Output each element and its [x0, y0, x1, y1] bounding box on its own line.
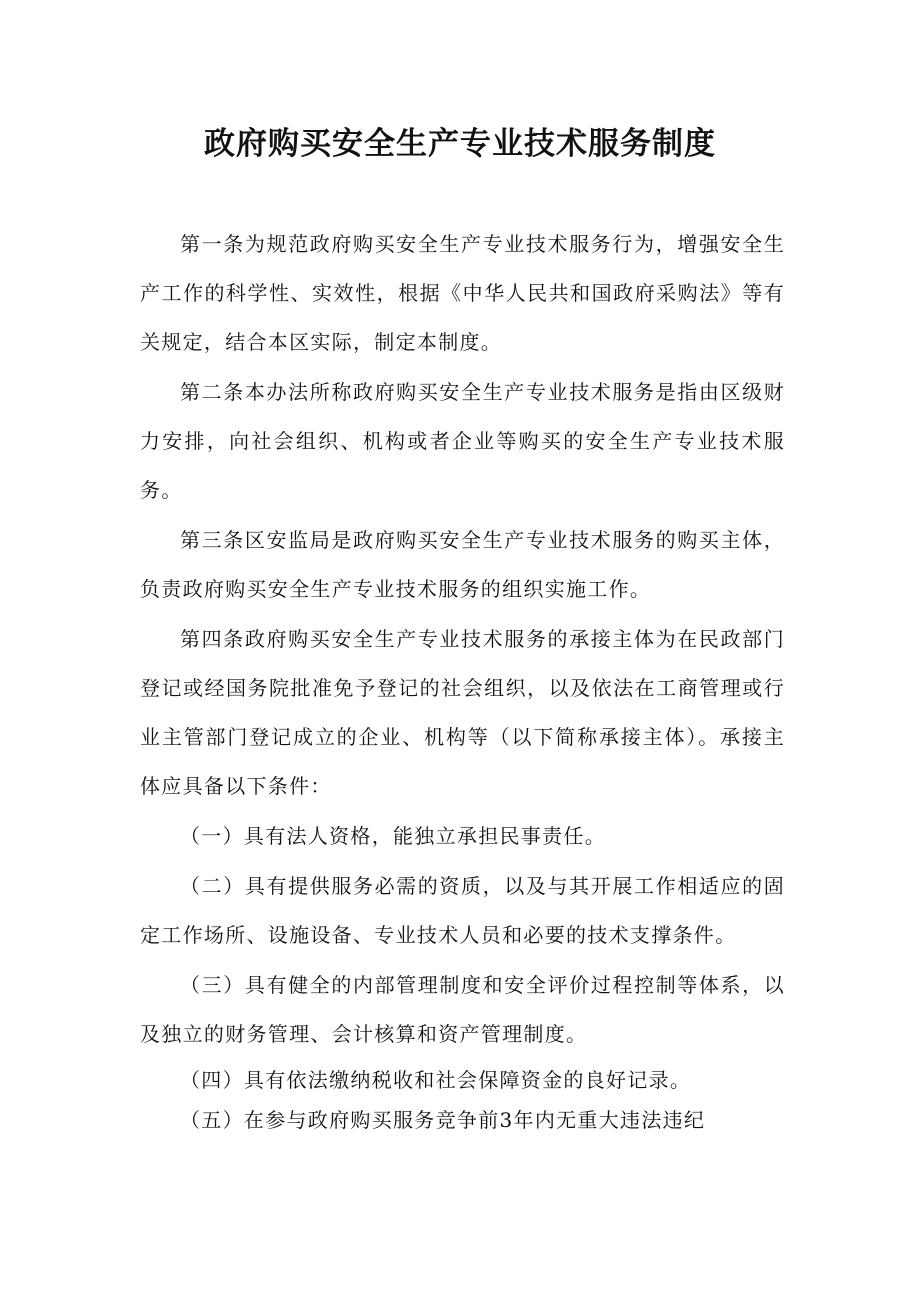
condition-5-paragraph: （五）在参与政府购买服务竞争前3年内无重大违法违纪 — [180, 1108, 706, 1132]
article-1-paragraph: 第一条为规范政府购买安全生产专业技术服务行为，增强安全生产工作的科学性、实效性，根据《中华人民共和国政府采购法》等有关规定，结合本区实际，制定本制度。 — [140, 232, 785, 354]
document-body — [140, 220, 785, 1140]
document-title: 政府购买安全生产专业技术服务制度 — [204, 126, 716, 162]
condition-2-paragraph: （二）具有提供服务必需的资质，以及与其开展工作相适应的固定工作场所、设施设备、专业技术人员和必要的技术支撑条件。 — [140, 874, 785, 947]
condition-1-paragraph: （一）具有法人资格，能独立承担民事责任。 — [180, 824, 606, 848]
condition-3-paragraph: （三）具有健全的内部管理制度和安全评价过程控制等体系，以及独立的财务管理、会计核算和资产管理制度。 — [140, 973, 785, 1046]
condition-4-paragraph: （四）具有依法缴纳税收和社会保障资金的良好记录。 — [180, 1068, 692, 1092]
article-3-paragraph: 第三条区安监局是政府购买安全生产专业技术服务的购买主体，负责政府购买安全生产专业技术服务的组织实施工作。 — [140, 528, 785, 601]
article-2-paragraph: 第二条本办法所称政府购买安全生产专业技术服务是指由区级财力安排，向社会组织、机构或者企业等购买的安全生产专业技术服务。 — [140, 380, 785, 502]
article-4-paragraph: 第四条政府购买安全生产专业技术服务的承接主体为在民政部门登记或经国务院批准免予登记的社会组织，以及依法在工商管理或行业主管部门登记成立的企业、机构等（以下简称承接主体）。承接主体应具备以下条件： — [140, 627, 785, 798]
